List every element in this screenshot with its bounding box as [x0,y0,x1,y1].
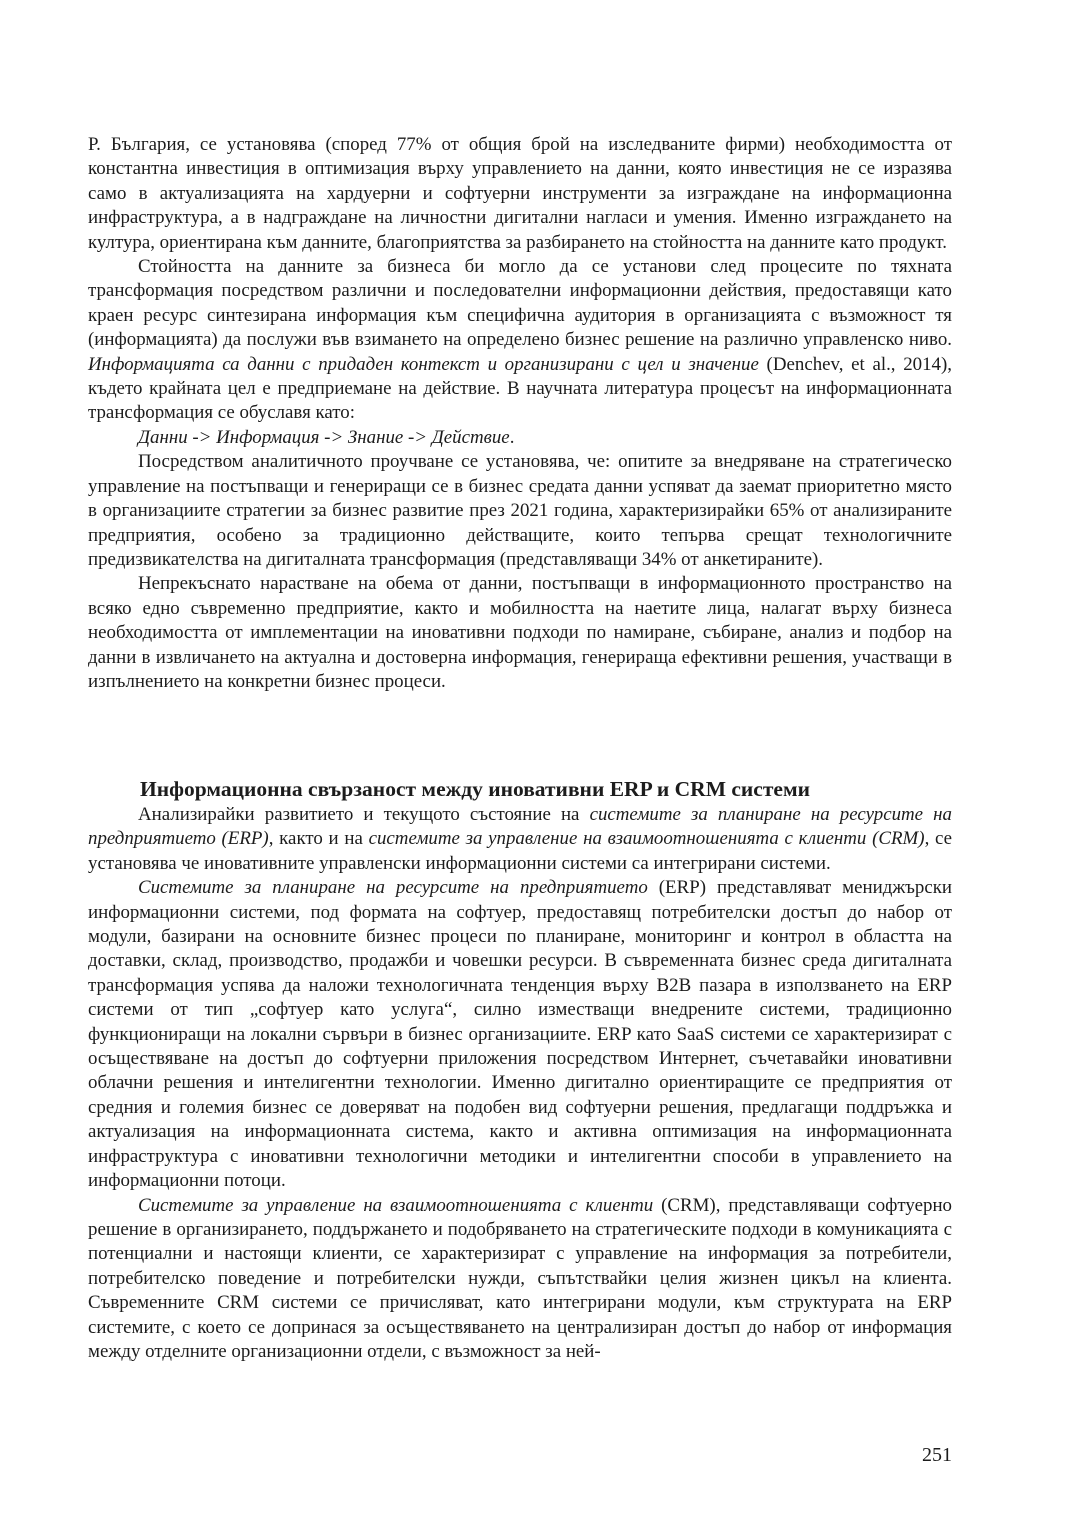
emphasis-definition: Информацията са данни с придаден контекст и организирани с цел и значение [88,353,759,375]
emphasis-crm-term: Системите за управление на взаимоотношенията с клиенти [138,1194,654,1216]
paragraph-5: Анализирайки развитието и текущото състояние на системите за планиране на ресурсите на предприятието (ERP), както и на системите за управление на взаимоотношенията с клиенти (CRM), се установява че иновативните управленски информационни системи са интегрирани системи. [88,804,953,874]
page-number: 251 [922,1444,952,1466]
paragraph-7: Системите за управление на взаимоотношенията с клиенти (CRM), представляващи софтуерно решение в организирането, поддържането и подобряването на стратегическите подходи в комуникацията с потенциални и настоящи клиенти, се характеризират с управление на информация за потребители, потребителско поведение и потребителски нужди, съпътствайки целия жизнен цикъл на клиента. Съвременните CRM системи се причисляват, като интегрирани модули, към структурата на ERP системите, с което се допринася за осъществяването на централизиран достъп до набор от информация между отделните организационни отдели, с възможност за ней- [88,1194,953,1362]
paragraph-1: Р. България, се установява (според 77% от общия брой на изследваните фирми) необходимостта от константна инвестиция в оптимизация върху управлението на данни, която инвестиция не се изразява само в актуализацията на хардуерни и софтуерни инструменти за изграждане на информационна инфраструктура, а в надграждане на личностни дигитални нагласи и умения. Именно изграждането на култура, ориентирана към данните, благоприятства за разбирането на стойността на данните като продукт. [88,134,952,253]
emphasis-crm: системите за управление на взаимоотношенията с клиенти (CRM) [368,828,925,850]
section-heading: Информационна свързаност между иновативни ERP и CRM системи [140,777,810,801]
paragraph-2: Стойността на данните за бизнеса би могло да се установи след процесите по тяхната трансформация посредством различни и последователни информационни действия, предоставящи като краен ресурс синтезирана информация към специфична аудитория в организацията с възможност тя (информацията) да послужи във взимането на определено бизнес решение на различно управленско ниво. Информацията са данни с придаден контекст и организирани с цел и значение (Denchev, et al., 2014), където крайната цел е предприемане на действие. В научната литература процесът на информационната трансформация се обуславя като: [88,256,952,424]
paragraph-4: Непрекъснато нарастване на обема от данни, постъпващи в информационното пространство на всяко едно съвременно предприятие, както и мобилността на наетите лица, налагат върху бизнеса необходимостта от имплементации на иновативни подходи по намиране, събиране, анализ и подбор на данни в извличането на актуална и достоверна информация, генерираща ефективни решения, участващи в изпълнението на конкретни бизнес процеси. [88,573,952,692]
section-2-body [88,803,952,1364]
paragraph-6: Системите за планиране на ресурсите на предприятието (ERP) представляват мениджърски информационни системи, под формата на софтуер, предоставящ потребителски достъп до набор от модули, базирани на основните бизнес процеси по планиране, мониторинг и контрол в областта на доставки, склад, производство, продажби и човешки ресурси. В съвременната бизнес среда дигиталната трансформация успява да наложи технологичната тенденция върху B2B пазара в използването на ERP системи от тип „софтуер като услуга“, силно изместващи внедрените системи, традиционно функциониращи на локални сървъри в бизнес организациите. ERP като SaaS системи се характеризират с осъществяване на достъп до софтуерни приложения посредством Интернет, съчетавайки иновативни облачни решения и интелигентни технологии. Именно дигитално ориентиращите се предприятия от средния и големия бизнес се доверяват на подобен вид софтуерни решения, предлагащи поддръжка и актуализация на информационната система, както и активна оптимизация на информационната инфраструктура с иновативни технологични методики и интелигентни способи в управлението на информационни потоци. [88,877,952,1192]
emphasis-erp-term: Системите за планиране на ресурсите на предприятието [138,877,648,899]
paragraph-3: Посредством аналитичното проучване се установява, че: опитите за внедряване на стратегическо управление на постъпващи и генериращи се в бизнес средата данни успяват да заемат приоритетно място в организациите стратегии за бизнес развитие през 2021 година, характеризирайки 65% от анализираните предприятия, особено за традиционно действащите, които тепърва срещат технологичните предизвикателства на дигиталната трансформация (представляващи 34% от анкетираните). [88,451,952,570]
section-1-body [88,133,952,694]
transformation-formula: Данни -> Информация -> Знание -> Действие. [138,426,515,448]
emphasis-erp: системите за планиране на ресурсите на предприятието (ERP) [88,804,952,850]
